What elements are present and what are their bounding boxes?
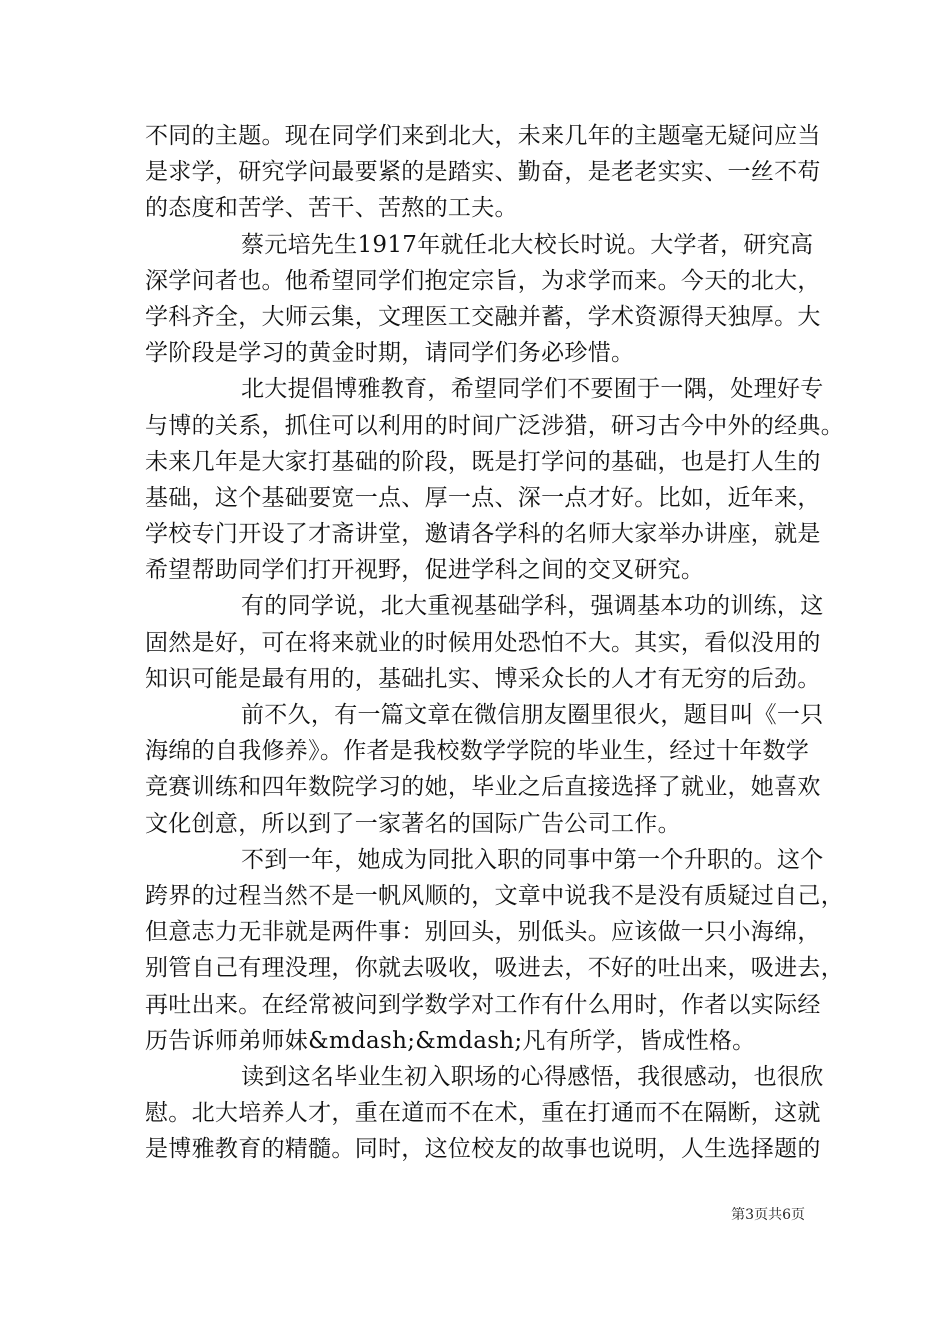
text-line: 是博雅教育的精髓。同时，这位校友的故事也说明，人生选择题的 <box>145 1136 821 1163</box>
text-line: 有的同学说，北大重视基础学科，强调基本功的训练，这 <box>241 593 824 620</box>
body-text <box>145 118 844 1167</box>
text-line: 深学问者也。他希望同学们抱定宗旨，为求学而来。今天的北大， <box>145 267 821 294</box>
text-line: 不到一年，她成为同批入职的同事中第一个升职的。这个 <box>241 846 824 873</box>
text-line: 蔡元培先生1917年就任北大校长时说。大学者，研究高 <box>241 231 814 258</box>
text-line: 别管自己有理没理，你就去吸收，吸进去，不好的吐出来，吸进去， <box>145 955 844 982</box>
text-line: 跨界的过程当然不是一帆风顺的，文章中说我不是没有质疑过自己， <box>145 882 844 909</box>
text-line: 学科齐全，大师云集，文理医工交融并蓄，学术资源得天独厚。大 <box>145 303 821 330</box>
text-line: 竞赛训练和四年数院学习的她，毕业之后直接选择了就业，她喜欢 <box>145 774 821 801</box>
text-line: 是求学，研究学问最要紧的是踏实、勤奋，是老老实实、一丝不苟 <box>145 159 821 186</box>
text-line: 学阶段是学习的黄金时期，请同学们务必珍惜。 <box>145 340 635 367</box>
text-line: 未来几年是大家打基础的阶段，既是打学问的基础，也是打人生的 <box>145 448 821 475</box>
text-line: 再吐出来。在经常被问到学数学对工作有什么用时，作者以实际经 <box>145 991 821 1018</box>
page-number: 第3页共6页 <box>731 1207 805 1223</box>
text-line: 学校专门开设了才斋讲堂，邀请各学科的名师大家举办讲座，就是 <box>145 521 821 548</box>
text-line: 慰。北大培养人才，重在道而不在术，重在打通而不在隔断，这就 <box>145 1100 821 1127</box>
text-line: 前不久，有一篇文章在微信朋友圈里很火，题目叫《一只 <box>241 702 824 728</box>
text-line: 北大提倡博雅教育，希望同学们不要囿于一隅，处理好专 <box>241 376 824 403</box>
text-line: 不同的主题。现在同学们来到北大，未来几年的主题毫无疑问应当 <box>145 123 821 149</box>
text-line: 知识可能是最有用的，基础扎实、博采众长的人才有无穷的后劲。 <box>145 665 821 692</box>
text-line: 海绵的自我修养》。作者是我校数学学院的毕业生，经过十年数学 <box>145 738 810 765</box>
text-line: 与博的关系，抓住可以利用的时间广泛涉猎，研习古今中外的经典。 <box>145 412 844 439</box>
text-line: 读到这名毕业生初入职场的心得感悟，我很感动，也很欣 <box>241 1063 824 1090</box>
text-line: 但意志力无非就是两件事：别回头，别低头。应该做一只小海绵， <box>145 919 821 946</box>
text-line: 文化创意，所以到了一家著名的国际广告公司工作。 <box>145 810 681 837</box>
text-line: 固然是好，可在将来就业的时候用处恐怕不大。其实，看似没用的 <box>145 629 821 656</box>
text-line: 希望帮助同学们打开视野，促进学科之间的交叉研究。 <box>145 557 705 584</box>
text-line: 基础，这个基础要宽一点、厚一点、深一点才好。比如，近年来， <box>145 484 821 511</box>
text-line: 的态度和苦学、苦干、苦熬的工夫。 <box>145 195 518 222</box>
text-line: 历告诉师弟师妹&mdash;&mdash;凡有所学，皆成性格。 <box>145 1027 756 1054</box>
